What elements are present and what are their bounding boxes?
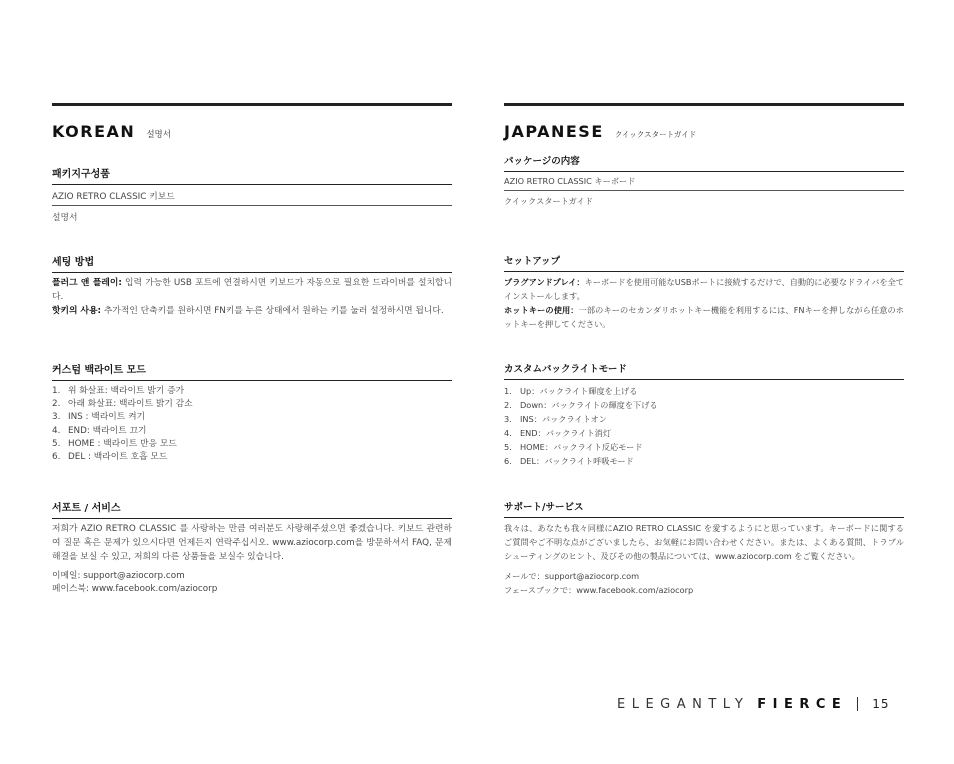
japanese-support-text: 我々は、あなたも我々同様にAZIO RETRO CLASSIC を愛するようにと思っています。キーボードに関するご質問やご不明な点がございましたら、お気軽にお問い合わせください。または、よくある質問、トラブルシューティングのヒント、及びその他の製品については、www.aziocorp.com をご覧ください。 [504,523,904,561]
korean-hotkey-text [52,304,452,318]
korean-email: 이메일: support@aziocorp.com [52,571,185,581]
japanese-facebook: フェースブックで：www.facebook.com/aziocorp [504,585,694,595]
japanese-backlight-section [504,361,904,468]
list-item: 4. END：バックライト消灯 [504,428,612,438]
korean-language-title: KOREAN [52,122,136,141]
japanese-setup-title: セットアップ [504,253,904,272]
japanese-setup-section [504,253,904,331]
japanese-header [504,122,904,152]
list-item: 3. INS : 백라이트 켜기 [52,412,146,423]
korean-column [52,103,452,594]
list-item: 6. DEL : 백라이트 호흡 모드 [52,452,168,463]
japanese-subtitle: クイックスタートガイド [614,130,697,139]
brand-tagline-light: ELEGANTLY [617,696,750,712]
japanese-email: メールで：support@aziocorp.com [504,571,640,581]
korean-contact [52,570,452,596]
japanese-top-rule [504,103,904,106]
japanese-language-title: JAPANESE [504,122,604,141]
korean-setup-section [52,253,452,318]
korean-backlight-title: 커스텀 백라이트 모드 [52,361,452,381]
korean-backlight-section [52,361,452,464]
japanese-package-title: パッケージの内容 [504,153,904,172]
korean-plug-body: 입력 가능한 USB 포트에 연결하시면 키보드가 자동으로 필요한 드라이버를 설치합니다. [52,278,452,302]
list-item: 1. Up：バックライト輝度を上げる [504,386,638,396]
korean-support-title: 서포트 / 서비스 [52,499,452,519]
korean-support-text: 저희가 AZIO RETRO CLASSIC 를 사랑하는 만큼 여러분도 사랑해주셨으면 좋겠습니다. 키보드 관련하여 질문 혹은 문제가 있으시다면 언제든지 연락주십시오. www.aziocorp.com을 방문하셔서 FAQ, 문제해결을 보실 수 있고, 저희의 다른 상품들을 보실수 있습니다. [52,524,452,562]
list-item: 4. END: 백라이트 끄기 [52,425,147,436]
list-item: 2. 아래 화살표: 백라이트 밝기 감소 [52,399,193,410]
japanese-backlight-title: カスタムバックライトモード [504,361,904,380]
japanese-contact [504,569,904,597]
korean-facebook: 페이스북: www.facebook.com/aziocorp [52,584,218,594]
list-item: 6. DEL：バックライト呼吸モード [504,456,634,466]
korean-plug-and-play-text [52,276,452,304]
korean-package-item: 설명서 [52,213,78,223]
japanese-package-item: クイックスタートガイド [504,196,593,206]
brand-tagline-bold: FIERCE [757,696,848,712]
japanese-hotkey-label: ホットキーの使用： [504,305,579,315]
page-number: 15 [872,697,890,711]
japanese-hotkey-text [504,303,904,331]
korean-setup-title: 세팅 방법 [52,253,452,273]
korean-header [52,122,452,152]
list-item: 2. Down：バックライトの輝度を下げる [504,400,658,410]
korean-backlight-list [52,385,452,464]
korean-top-rule [52,103,452,106]
korean-plug-label: 플러그 앤 플레이: [52,278,122,288]
korean-package-title: 패키지구성품 [52,165,452,185]
list-item: 5. HOME：バックライト反応モード [504,442,643,452]
japanese-column [504,103,904,595]
list-item: 3. INS：バックライトオン [504,414,607,424]
japanese-package-section [504,153,904,210]
list-item: 5. HOME : 백라이트 반응 모드 [52,438,177,449]
japanese-package-item: AZIO RETRO CLASSIC キーボード [504,172,904,191]
list-item: 1. 위 화살표: 백라이트 밝기 증가 [52,386,185,396]
japanese-support-section [504,499,904,597]
japanese-plug-and-play-text [504,275,904,303]
korean-package-item: AZIO RETRO CLASSIC 키보드 [52,185,452,206]
korean-hotkey-label: 핫키의 사용: [52,306,102,316]
footer-divider [857,697,858,711]
korean-package-section [52,165,452,226]
japanese-plug-label: プラグアンドプレイ： [504,277,585,287]
korean-hotkey-body: 추가적인 단축키를 원하시면 FN키를 누른 상태에서 원하는 키를 눌러 설정하시면 됩니다. [101,306,444,316]
japanese-backlight-list [504,384,904,468]
page-footer [617,693,890,715]
korean-support-section [52,499,452,596]
japanese-plug-body: キーボードを使用可能なUSBポートに接続するだけで、自動的に必要なドライバを全てインストールします。 [504,277,904,301]
korean-subtitle: 설명서 [146,130,171,140]
japanese-support-title: サポート/サービス [504,499,904,518]
japanese-hotkey-body: 一部のキーのセカンダリホットキー機能を利用するには、FNキーを押しながら任意のホットキーを押してください。 [504,305,904,329]
